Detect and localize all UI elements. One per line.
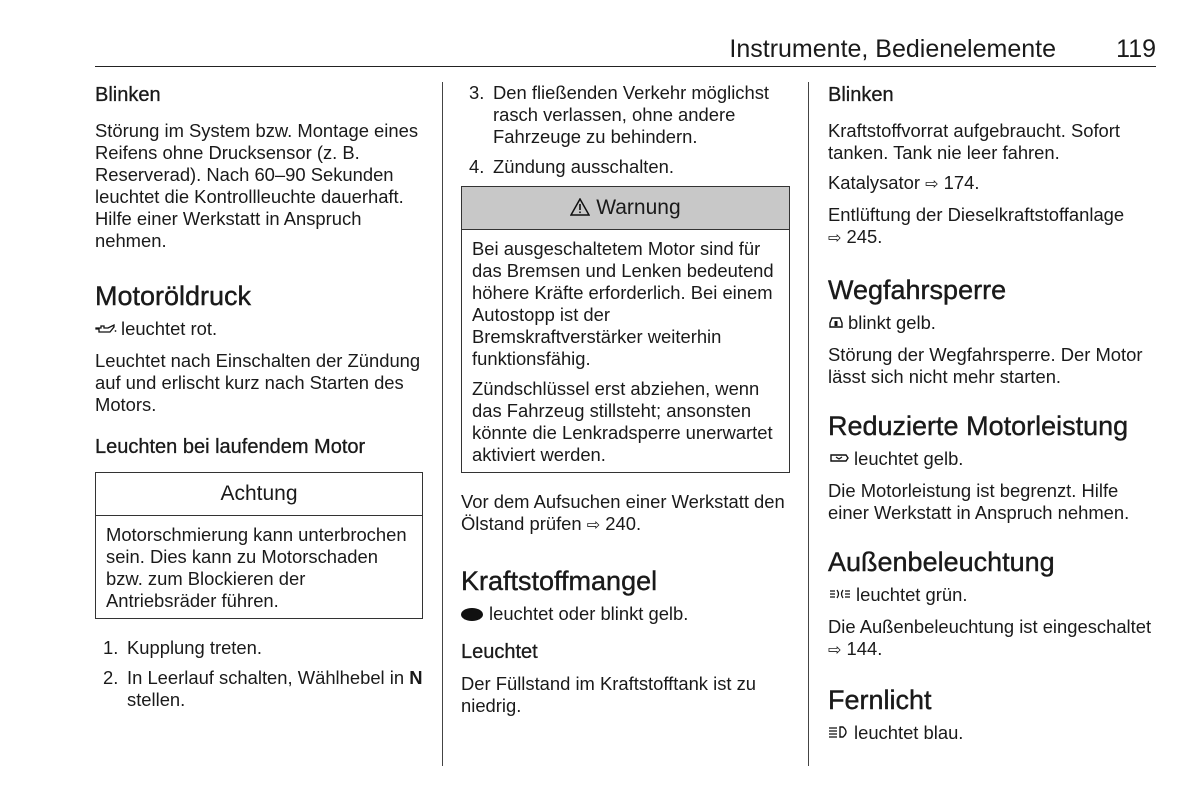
fuel-dot-icon: [461, 608, 483, 621]
paragraph: Die Außenbeleuchtung ist eingeschaltet ⇨ 144.: [828, 616, 1152, 659]
page-reference: 240.: [605, 513, 642, 534]
warning-text: Bei ausgeschaltetem Motor sind für das Bremsen und Lenken bedeutend höhere Kräfte erforderlich. Bei einem Autostopp ist der Bremskraftverstärker weiterhin funktionsfähig.: [472, 238, 774, 369]
subsection-heading: Leuchten bei laufendem Motor: [95, 436, 366, 458]
section-title: Wegfahrsperre: [828, 275, 1007, 305]
page-reference-arrow-icon: ⇨: [828, 230, 842, 247]
section-heading: Blinken: [828, 84, 894, 106]
caution-text: Motorschmierung kann unterbrochen sein. Dies kann zu Motorschaden bzw. zum Blockieren der Antriebsräder führen.: [106, 524, 407, 611]
paragraph: Entlüftung der Dieselkraftstoffanlage ⇨ 245.: [828, 204, 1125, 247]
car-key-icon: [828, 314, 844, 336]
list-item: 2. In Leerlauf schalten, Wählhebel in N stellen.: [103, 667, 423, 710]
section-title: Motoröldruck: [95, 281, 252, 311]
steps-list: [95, 637, 423, 711]
high-beam-icon: [828, 724, 850, 746]
warning-header: Warnung: [462, 187, 789, 230]
oil-can-icon: [95, 320, 117, 342]
paragraph: Katalysator ⇨ 174.: [828, 172, 980, 193]
page-reference: 144.: [846, 638, 883, 659]
status-line: leuchtet rot.: [95, 318, 423, 342]
column-1: [95, 82, 423, 719]
status-line: leuchtet oder blinkt gelb.: [461, 603, 790, 625]
section-title: Reduzierte Motorleistung: [828, 411, 1129, 441]
column-3: [828, 82, 1156, 754]
list-item: 4. Zündung ausschalten.: [469, 156, 674, 177]
page-reference-arrow-icon: ⇨: [828, 642, 842, 659]
page-reference-arrow-icon: ⇨: [586, 517, 601, 534]
paragraph: Leuchtet nach Einschalten der Zündung auf und erlischt kurz nach Starten des Motors.: [95, 350, 421, 415]
list-item: 3. Den fließenden Verkehr möglichst rasch verlassen, ohne andere Fahrzeuge zu behindern.: [469, 82, 770, 147]
page-header: [95, 34, 1156, 67]
section-title: Fernlicht: [828, 685, 932, 715]
warning-text: Zündschlüssel erst abziehen, wenn das Fahrzeug stillsteht; ansonsten könnte die Lenkradsperre unerwartet aktiviert werden.: [472, 378, 773, 465]
engine-icon: [828, 450, 850, 472]
warning-triangle-icon: [570, 196, 596, 219]
status-line: leuchtet blau.: [828, 722, 1156, 746]
section-heading: Blinken: [95, 84, 161, 106]
column-divider: [442, 82, 443, 766]
paragraph: Störung im System bzw. Montage eines Reifens ohne Drucksensor (z. B. Reserverad). Nach 60–90 Sekunden leuchtet die Kontrollleuchte dauerhaft. Hilfe einer Werkstatt in Anspruch nehmen.: [95, 120, 419, 251]
page-reference: 245.: [846, 226, 883, 247]
section-title: Kraftstoffmangel: [461, 566, 658, 596]
paragraph: Störung der Wegfahrsperre. Der Motor lässt sich nicht mehr starten.: [828, 344, 1143, 387]
status-line: blinkt gelb.: [828, 312, 1156, 336]
page-reference-arrow-icon: ⇨: [925, 176, 939, 193]
status-line: leuchtet gelb.: [828, 448, 1156, 472]
status-line: leuchtet grün.: [828, 584, 1156, 608]
caution-box: [95, 472, 423, 619]
section-title: Außenbeleuchtung: [828, 547, 1055, 577]
column-divider: [808, 82, 809, 766]
caution-title: Achtung: [96, 473, 422, 516]
paragraph: Vor dem Aufsuchen einer Werkstatt den Ölstand prüfen ⇨ 240.: [461, 491, 785, 534]
warning-box: [461, 186, 790, 473]
subsection-heading: Leuchtet: [461, 641, 538, 663]
page-number: 119: [1116, 35, 1156, 63]
page-reference: 174.: [943, 172, 980, 193]
paragraph: Der Füllstand im Kraftstofftank ist zu niedrig.: [461, 673, 757, 716]
steps-list: [461, 82, 790, 178]
paragraph: Kraftstoffvorrat aufgebraucht. Sofort tanken. Tank nie leer fahren.: [828, 120, 1121, 163]
paragraph: Die Motorleistung ist begrenzt. Hilfe einer Werkstatt in Anspruch nehmen.: [828, 480, 1130, 523]
column-2: [461, 82, 790, 725]
parking-light-icon: [828, 586, 852, 608]
chapter-title: Instrumente, Bedienelemente: [729, 35, 1056, 63]
list-item: 1. Kupplung treten.: [103, 637, 262, 658]
